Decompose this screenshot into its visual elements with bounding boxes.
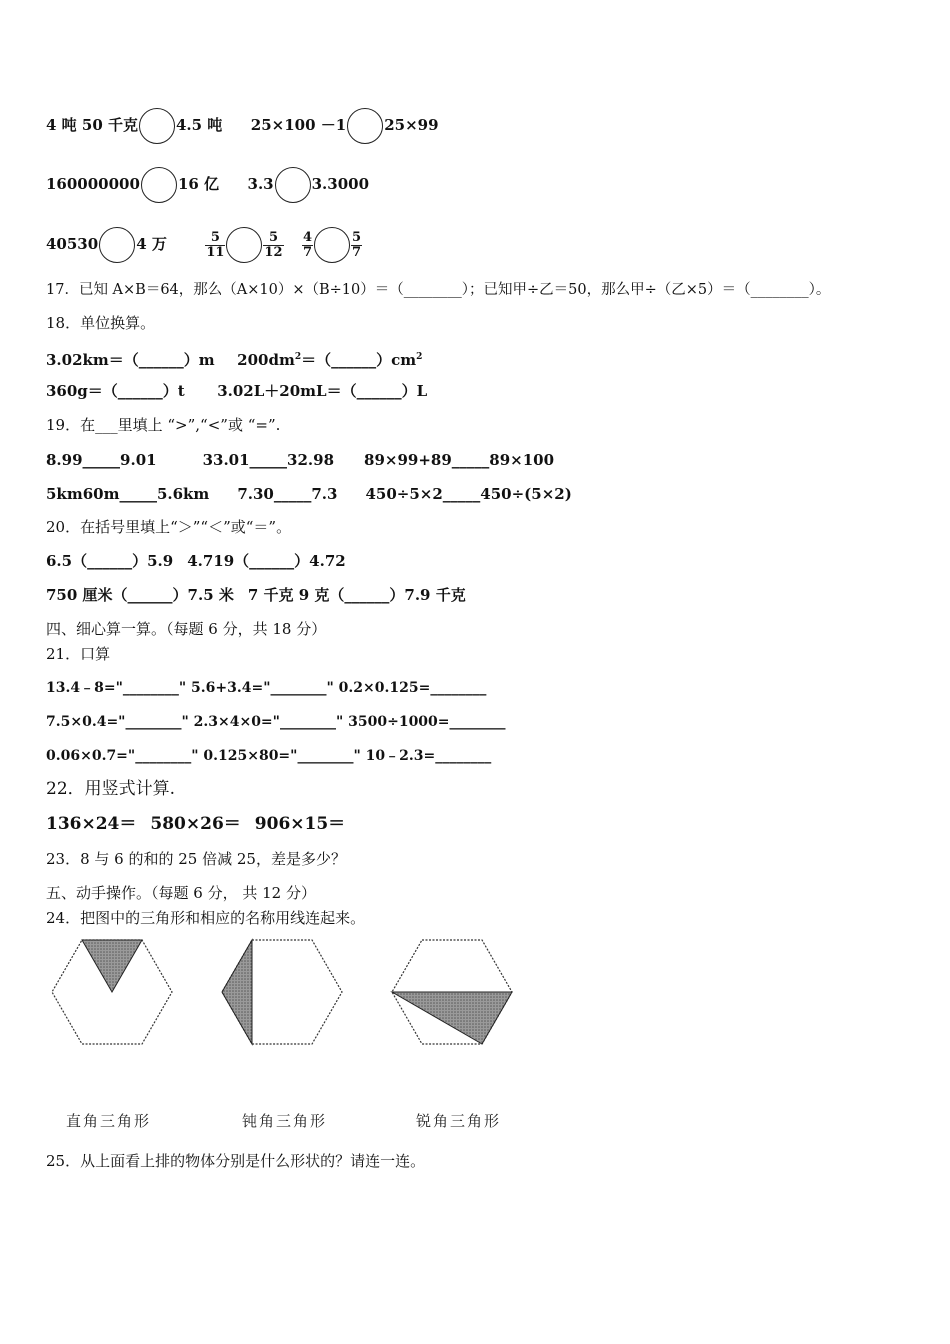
compare-right: 25×99 xyxy=(384,116,439,134)
compare-row-1 xyxy=(46,108,439,144)
question-21-title: 21．口算 xyxy=(46,645,111,663)
question-22-items: 136×24＝ 580×26＝ 906×15＝ xyxy=(46,814,346,834)
answer-circle[interactable] xyxy=(314,227,350,263)
question-18-line-2: 360g＝（______）t 3.02L＋20mL＝（______）L xyxy=(46,382,428,400)
compare-right: 4 万 xyxy=(136,235,167,253)
compare-left: 4 吨 50 千克 xyxy=(46,116,138,134)
question-18-title: 18．单位换算。 xyxy=(46,314,156,332)
fraction: $\frac{5}{11}$ xyxy=(206,229,225,260)
compare-right: 16 亿 xyxy=(177,175,220,193)
question-24: 24．把图中的三角形和相应的名称用线连起来。 xyxy=(46,909,366,927)
question-17: 17．已知 A×B＝64，那么（A×10）×（B÷10）＝（________）；已知甲÷乙＝50，那么甲÷（乙×5）＝（________）。 xyxy=(46,282,831,298)
question-20-title: 20．在括号里填上“＞”“＜”或“＝”。 xyxy=(46,518,292,536)
question-19-row-1: 8.99_____9.01 33.01_____32.98 89×99+89_____89×100 xyxy=(46,451,555,469)
question-23: 23．8 与 6 的和的 25 倍减 25，差是多少？ xyxy=(46,850,346,868)
compare-right: 3.3000 xyxy=(311,175,370,193)
question-21-row-1: 13.4﹣8="________" 5.6+3.4="________" 0.2×0.125=________ xyxy=(46,680,487,696)
answer-circle[interactable] xyxy=(347,108,383,144)
question-20-row-1: 6.5（______）5.9 4.719（______）4.72 xyxy=(46,552,346,570)
section-4-heading: 四、细心算一算。（每题 6 分，共 18 分） xyxy=(46,620,327,638)
hexagon-obtuse-figure xyxy=(392,940,512,1044)
fraction: $\frac{5}{12}$ xyxy=(264,229,283,260)
answer-circle[interactable] xyxy=(99,227,135,263)
answer-circle[interactable] xyxy=(139,108,175,144)
compare-left: 25×100 －1 xyxy=(250,116,347,134)
compare-left: 3.3 xyxy=(247,175,274,193)
question-21-row-2: 7.5×0.4="________" 2.3×4×0="________" 3500÷1000=________ xyxy=(46,714,506,730)
answer-circle[interactable] xyxy=(141,167,177,203)
fraction: $\frac{5}{7}$ xyxy=(352,229,362,260)
label-right-triangle: 直角三角形 xyxy=(66,1112,152,1130)
hexagon-right-figure xyxy=(222,940,342,1044)
section-5-heading: 五、动手操作。（每题 6 分， 共 12 分） xyxy=(46,884,316,902)
question-20-row-2: 750 厘米（______）7.5 米 7 千克 9 克（______）7.9 千克 xyxy=(46,586,466,604)
answer-circle[interactable] xyxy=(226,227,262,263)
hexagon-acute-figure xyxy=(52,940,172,1044)
label-acute-triangle: 锐角三角形 xyxy=(416,1112,502,1130)
answer-circle[interactable] xyxy=(275,167,311,203)
question-18-line-1: 3.02km＝（______）m $200dm^2=(\_\_\_\_\_\_)cm^2$ xyxy=(46,351,423,369)
hexagon-figures xyxy=(40,930,540,1060)
question-19-row-2: 5km60m_____5.6km 7.30_____7.3 450÷5×2_____450÷(5×2) xyxy=(46,485,572,503)
label-obtuse-triangle: 钝角三角形 xyxy=(242,1112,328,1130)
compare-left: 160000000 xyxy=(46,175,140,193)
fraction: $\frac{4}{7}$ xyxy=(302,229,313,260)
question-19-title: 19．在___里填上 “>”,“<”或 “=”. xyxy=(46,416,281,434)
compare-right: 4.5 吨 xyxy=(175,116,223,134)
compare-row-3 xyxy=(46,227,362,263)
question-21-row-3: 0.06×0.7="________" 0.125×80="________" 10﹣2.3=________ xyxy=(46,748,492,764)
compare-row-2 xyxy=(46,167,369,203)
question-22-title: 22．用竖式计算. xyxy=(46,779,176,799)
compare-left: 40530 xyxy=(46,235,99,253)
question-25: 25．从上面看上排的物体分别是什么形状的？请连一连。 xyxy=(46,1152,426,1170)
